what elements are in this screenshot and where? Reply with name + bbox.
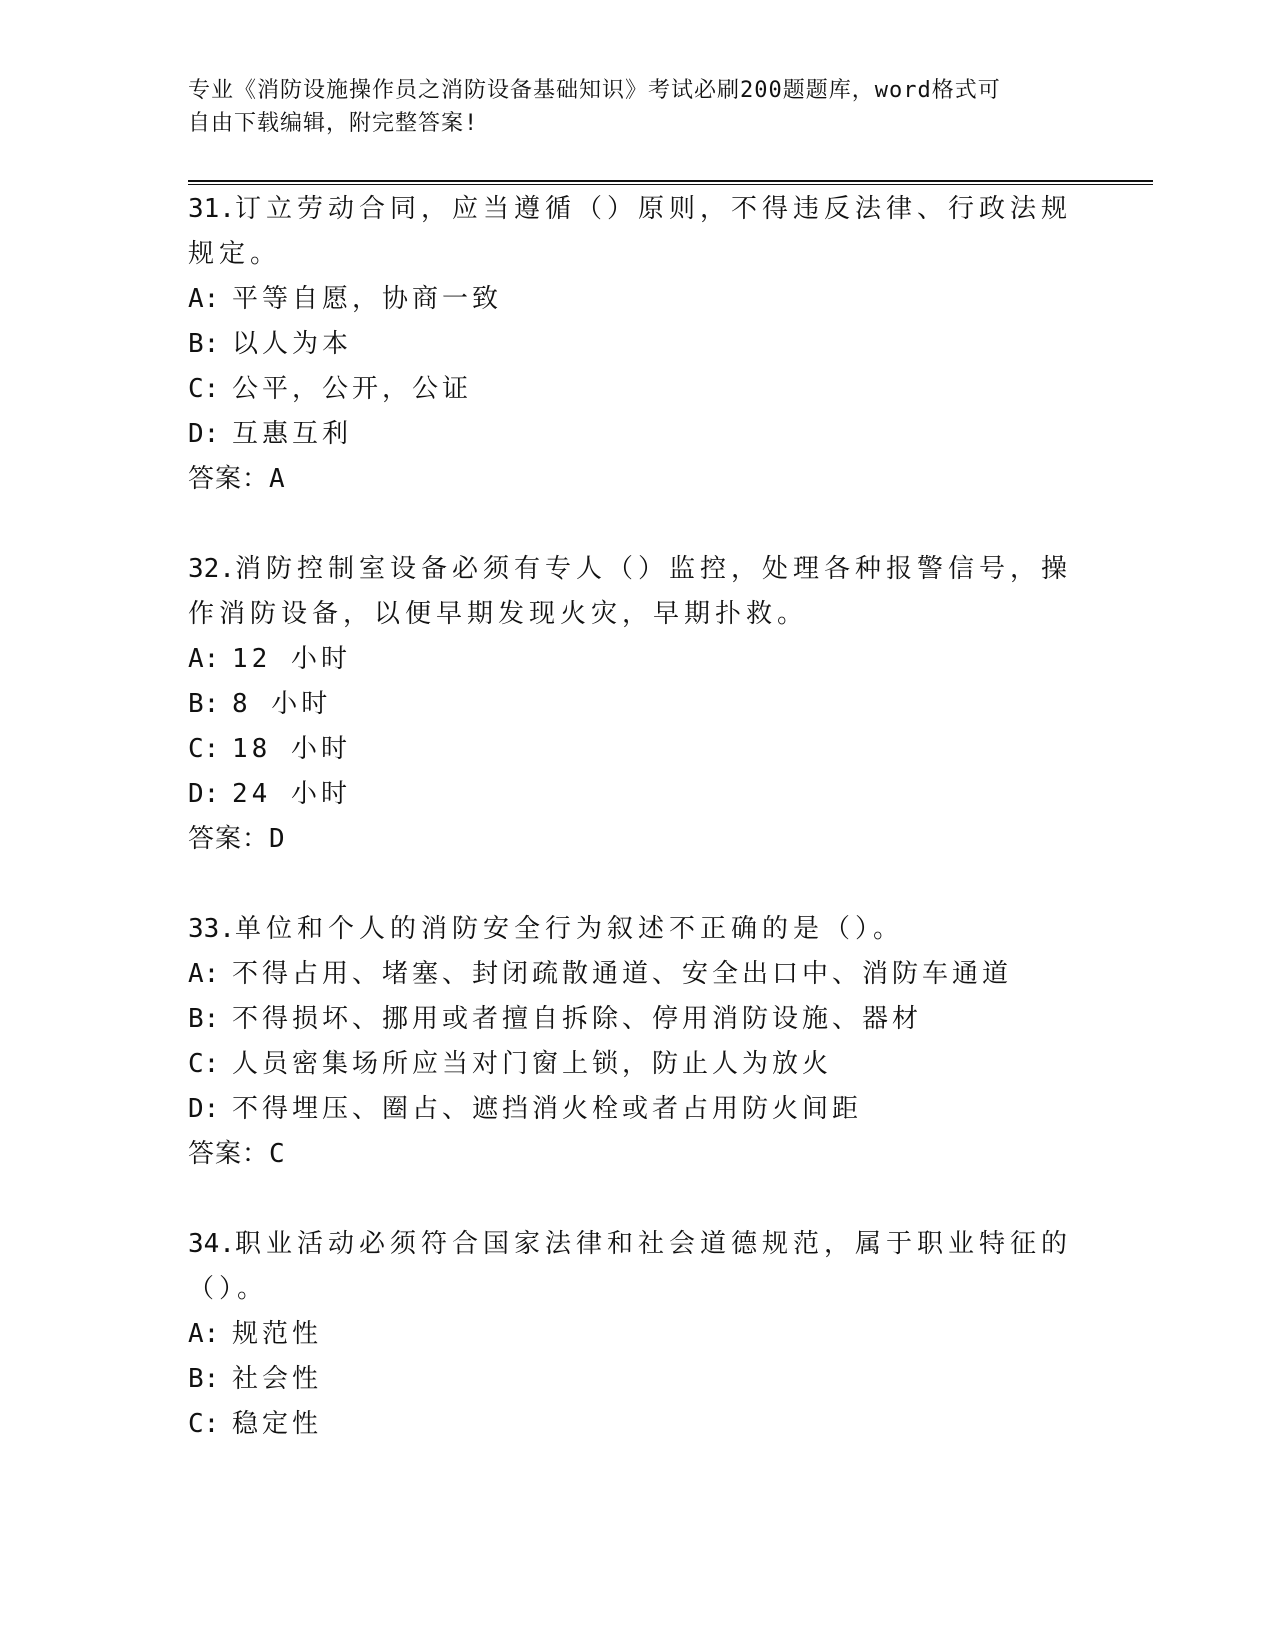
option-text: 以人为本 [232, 329, 353, 359]
answer-label: 答案： [188, 824, 270, 854]
option-text: 不得损坏、挪用或者擅自拆除、停用消防设施、器材 [232, 1004, 923, 1034]
option-letter: A: [188, 644, 220, 674]
question-list [188, 187, 1088, 1492]
option-a [188, 637, 1088, 682]
option-a [188, 277, 1088, 322]
option-letter: C: [188, 1409, 220, 1439]
option-d [188, 1087, 1088, 1132]
option-a [188, 1312, 1088, 1357]
question-stem [188, 547, 1088, 637]
answer-label: 答案： [188, 1139, 270, 1169]
option-letter: A: [188, 959, 220, 989]
option-text: 稳定性 [232, 1409, 323, 1439]
option-letter: C: [188, 374, 220, 404]
question-33 [188, 907, 1088, 1177]
document-header [188, 74, 1068, 140]
option-text: 社会性 [232, 1364, 323, 1394]
option-text: 18 小时 [232, 734, 351, 764]
header-divider-thin [188, 184, 1153, 185]
option-text: 互惠互利 [232, 419, 353, 449]
option-b [188, 322, 1088, 367]
option-b [188, 682, 1088, 727]
question-stem [188, 187, 1088, 277]
option-text: 8 小时 [232, 689, 332, 719]
option-text: 公平，公开，公证 [232, 374, 473, 404]
option-letter: A: [188, 284, 220, 314]
option-text: 24 小时 [232, 779, 351, 809]
question-34 [188, 1222, 1088, 1447]
header-divider-thick [188, 180, 1153, 182]
answer-line [188, 817, 1088, 862]
answer-value: C [269, 1139, 286, 1169]
answer-line [188, 1132, 1088, 1177]
header-line-2: 自由下载编辑，附完整答案! [188, 111, 479, 136]
option-text: 规范性 [232, 1319, 323, 1349]
option-d [188, 772, 1088, 817]
question-text: 消防控制室设备必须有专人（）监控，处理各种报警信号，操作消防设备，以便早期发现火灾，早期扑救。 [188, 554, 1072, 629]
option-letter: D: [188, 779, 220, 809]
option-c [188, 367, 1088, 412]
question-number: 33. [188, 914, 235, 944]
option-text: 人员密集场所应当对门窗上锁，防止人为放火 [232, 1049, 833, 1079]
question-number: 32. [188, 554, 235, 584]
option-letter: C: [188, 734, 220, 764]
question-text: 订立劳动合同，应当遵循（）原则，不得违反法律、行政法规规定。 [188, 194, 1072, 269]
option-letter: B: [188, 689, 220, 719]
question-stem [188, 907, 1088, 952]
option-text: 平等自愿，协商一致 [232, 284, 503, 314]
question-number: 31. [188, 194, 235, 224]
option-a [188, 952, 1088, 997]
option-c [188, 1042, 1088, 1087]
option-letter: B: [188, 329, 220, 359]
answer-value: A [269, 464, 286, 494]
option-letter: A: [188, 1319, 220, 1349]
question-31 [188, 187, 1088, 502]
header-line-1: 专业《消防设施操作员之消防设备基础知识》考试必刷200题题库，word格式可 [188, 78, 1001, 103]
question-number: 34. [188, 1229, 235, 1259]
question-text: 职业活动必须符合国家法律和社会道德规范，属于职业特征的（）。 [188, 1229, 1072, 1304]
question-stem [188, 1222, 1088, 1312]
question-32 [188, 547, 1088, 862]
option-d [188, 412, 1088, 457]
option-letter: B: [188, 1004, 220, 1034]
answer-line [188, 457, 1088, 502]
option-letter: D: [188, 1094, 220, 1124]
answer-label: 答案： [188, 464, 270, 494]
option-text: 12 小时 [232, 644, 351, 674]
answer-value: D [269, 824, 286, 854]
option-b [188, 1357, 1088, 1402]
option-text: 不得埋压、圈占、遮挡消火栓或者占用防火间距 [232, 1094, 863, 1124]
question-text: 单位和个人的消防安全行为叙述不正确的是（）。 [234, 914, 904, 944]
option-text: 不得占用、堵塞、封闭疏散通道、安全出口中、消防车通道 [232, 959, 1013, 989]
option-letter: D: [188, 419, 220, 449]
option-c [188, 727, 1088, 772]
option-letter: B: [188, 1364, 220, 1394]
option-c [188, 1402, 1088, 1447]
option-b [188, 997, 1088, 1042]
option-letter: C: [188, 1049, 220, 1079]
